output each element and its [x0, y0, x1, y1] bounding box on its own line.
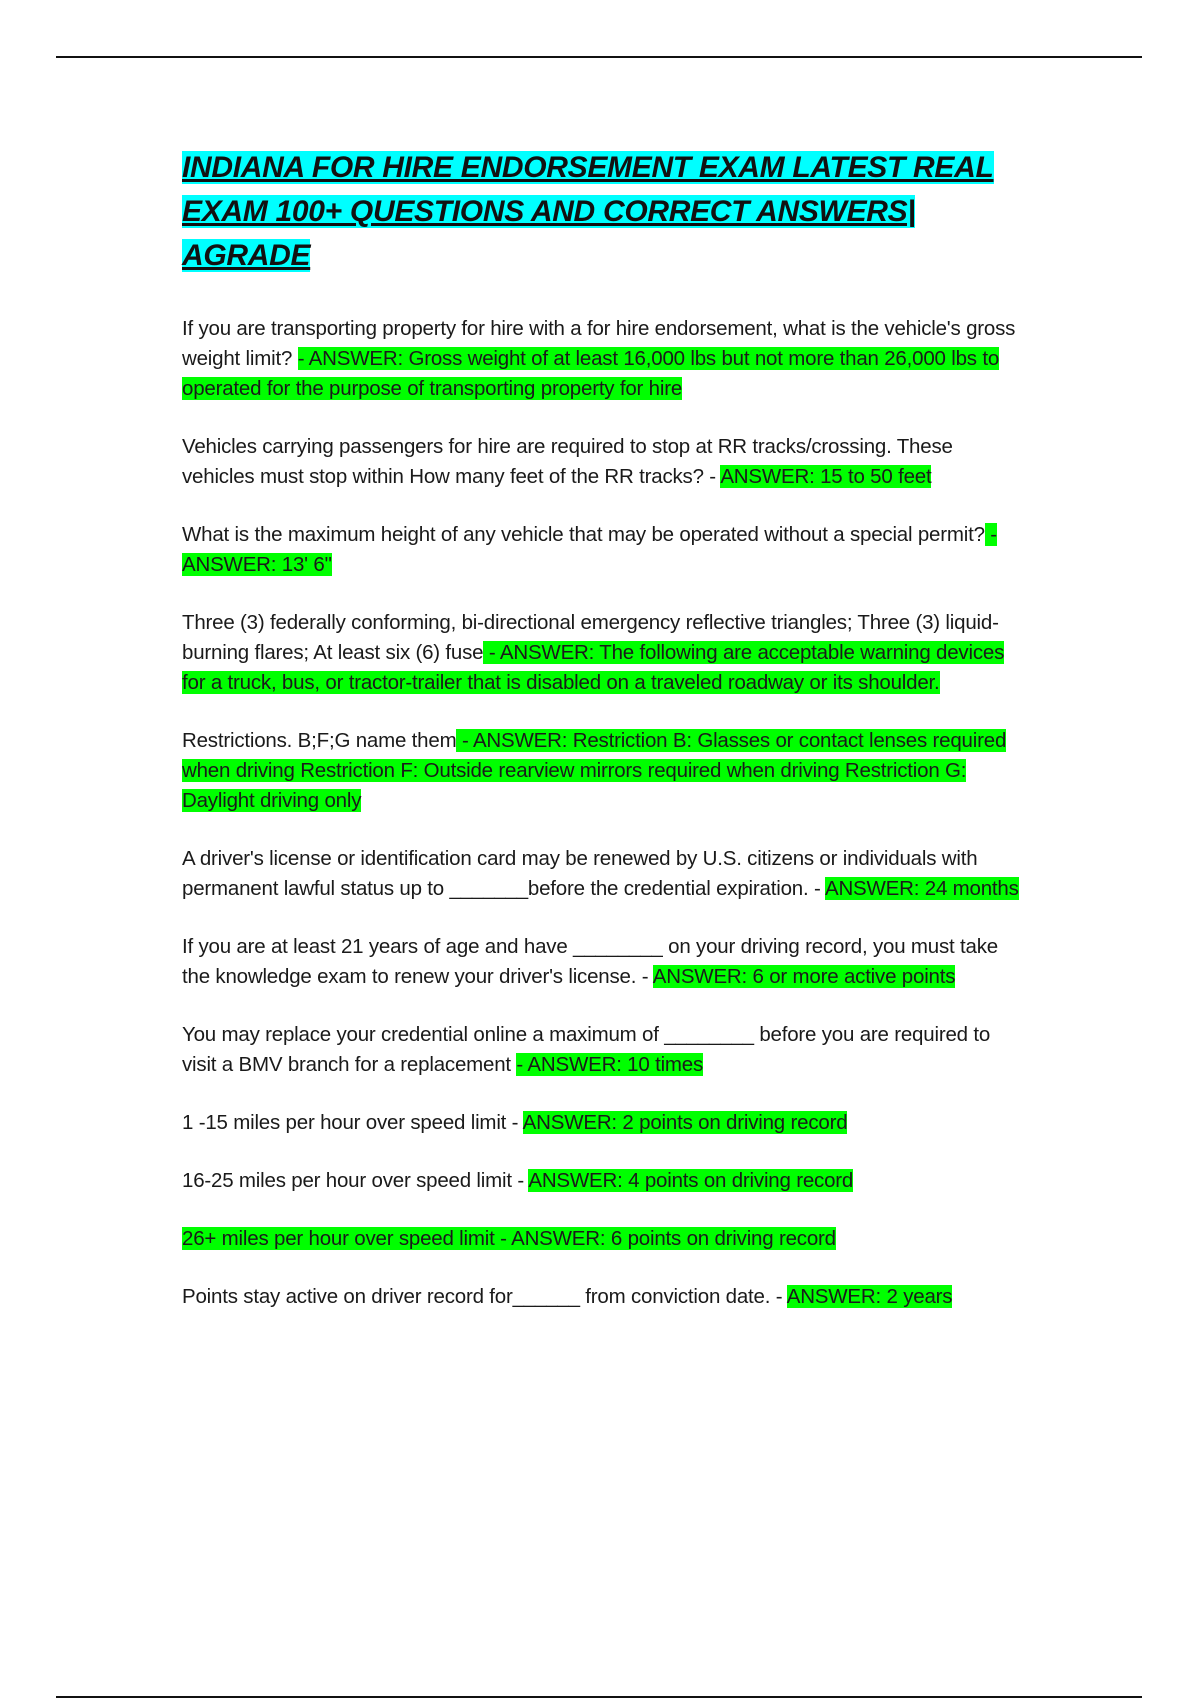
qa-item [182, 520, 1022, 580]
answer-text: - ANSWER: 13' 6" [182, 523, 997, 576]
answer-text: - ANSWER: Restriction B: Glasses or contact lenses required when driving Restriction F: Outside rearview mirrors required when driving Restriction G: Daylight driving only [182, 729, 1007, 812]
qa-item [182, 1020, 1022, 1080]
qa-item [182, 1166, 1022, 1196]
question-text: Vehicles carrying passengers for hire are required to stop at RR tracks/crossing. These vehicles must stop within How many feet of the RR tracks? - [182, 435, 953, 488]
question-text: If you are transporting property for hire with a for hire endorsement, what is the vehicle's gross weight limit? [182, 317, 1016, 370]
answer-text: ANSWER: 15 to 50 feet [720, 465, 932, 488]
answer-text: ANSWER: 6 or more active points [652, 965, 956, 988]
answer-text: - ANSWER: The following are acceptable warning devices for a truck, bus, or tractor-trailer that is disabled on a traveled roadway or its shoulder. [182, 641, 1005, 694]
qa-item [182, 608, 1022, 698]
document-title [182, 146, 1022, 278]
answer-text: ANSWER: 4 points on driving record [528, 1169, 854, 1192]
document-title-text: INDIANA FOR HIRE ENDORSEMENT EXAM LATEST REAL EXAM 100+ QUESTIONS AND CORRECT ANSWERS| AGRADE [182, 151, 994, 272]
answer-text: ANSWER: 24 months [824, 877, 1019, 900]
qa-item [182, 1282, 1022, 1312]
document-body [182, 146, 1022, 1340]
answer-text: ANSWER: 2 years [786, 1285, 953, 1308]
footer-rule [56, 1696, 1142, 1698]
answer-text: - ANSWER: 10 times [516, 1053, 704, 1076]
question-text: Restrictions. B;F;G name them [182, 729, 457, 752]
answer-text: - ANSWER: Gross weight of at least 16,000 lbs but not more than 26,000 lbs to operated for the purpose of transporting property for hire [182, 347, 1000, 400]
qa-item [182, 1108, 1022, 1138]
question-text: A driver's license or identification card may be renewed by U.S. citizens or individuals with permanent lawful status up to _______before the credential expiration. - [182, 847, 978, 900]
question-text: If you are at least 21 years of age and have ________ on your driving record, you must take the knowledge exam to renew your driver's license. - [182, 935, 998, 988]
answer-text: 26+ miles per hour over speed limit - ANSWER: 6 points on driving record [182, 1227, 836, 1250]
question-text: 1 -15 miles per hour over speed limit - [182, 1111, 523, 1134]
qa-item [182, 1224, 1022, 1254]
qa-item [182, 844, 1022, 904]
question-text: You may replace your credential online a maximum of ________ before you are required to visit a BMV branch for a replacement [182, 1023, 991, 1076]
question-text: 16-25 miles per hour over speed limit - [182, 1169, 529, 1192]
qa-item [182, 932, 1022, 992]
qa-item [182, 432, 1022, 492]
answer-text: ANSWER: 2 points on driving record [522, 1111, 848, 1134]
header-rule [56, 56, 1142, 58]
qa-item [182, 726, 1022, 816]
question-text: What is the maximum height of any vehicle that may be operated without a special permit? [182, 523, 985, 546]
question-text: Points stay active on driver record for______ from conviction date. - [182, 1285, 787, 1308]
question-text: Three (3) federally conforming, bi-directional emergency reflective triangles; Three (3) liquid-burning flares; At least six (6) fuse [182, 611, 999, 664]
qa-item [182, 314, 1022, 404]
